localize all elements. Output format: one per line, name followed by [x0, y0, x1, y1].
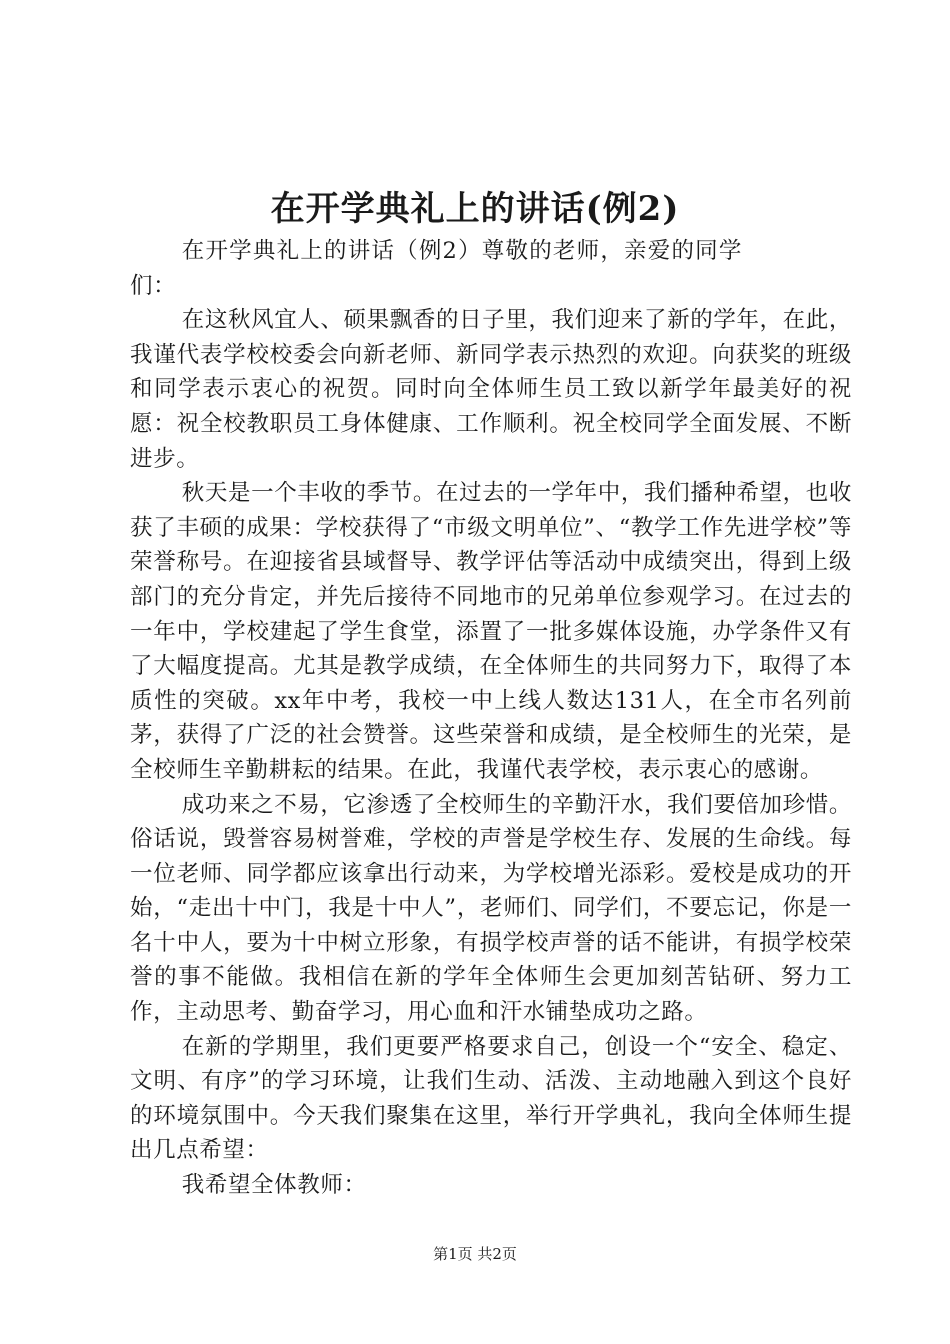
page-number-footer: 第1页 共2页 [433, 1245, 517, 1263]
paragraph-welcome: 在这秋风宜人、硕果飘香的日子里，我们迎来了新的学年，在此，我谨代表学校校委会向新老师、新同学表示热烈的欢迎。向获奖的班级和同学表示衷心的祝贺。同时向全体师生员工致以新学年最美好的祝愿：祝全校教职员工身体健康、工作顺利。祝全校同学全面发展、不断进步。 [130, 307, 852, 472]
document-title: 在开学典礼上的讲话(例2) [270, 189, 680, 229]
paragraph-achievements: 秋天是一个丰收的季节。在过去的一学年中，我们播种希望，也收获了丰硕的成果：学校获得了“市级文明单位”、“教学工作先进学校”等荣誉称号。在迎接省县域督导、教学评估等活动中成绩突出，得到上级部门的充分肯定，并先后接待不同地市的兄弟单位参观学习。在过去的一年中，学校建起了学生食堂，添置了一批多媒体设施，办学条件又有了大幅度提高。尤其是教学成绩，在全体师生的共同努力下，取得了本质性的突破。xx年中考，我校一中上线人数达131人，在全市名列前茅，获得了广泛的社会赞誉。这些荣誉和成绩，是全校师生的光荣，是全校师生辛勤耕耘的结果。在此，我谨代表学校，表示衷心的感谢。 [130, 480, 852, 783]
paragraph-teacher-hopes: 我希望全体教师： [181, 1172, 367, 1199]
document-body [130, 234, 852, 1203]
paragraph-reputation: 成功来之不易，它渗透了全校师生的辛勤汗水，我们要倍加珍惜。俗话说，毁誉容易树誉难，学校的声誉是学校生存、发展的生命线。每一位老师、同学都应该拿出行动来，为学校增光添彩。爱校是成功的开始，“走出十中门，我是十中人”，老师们、同学们，不要忘记，你是一名十中人，要为十中树立形象，有损学校声誉的话不能讲，有损学校荣誉的事不能做。我相信在新的学年全体师生会更加刻苦钻研、努力工作，主动思考、勤奋学习，用心血和汗水铺垫成功之路。 [130, 791, 852, 1026]
paragraph-new-semester: 在新的学期里，我们更要严格要求自己，创设一个“安全、稳定、文明、有序”的学习环境，让我们生动、活泼、主动地融入到这个良好的环境氛围中。今天我们聚集在这里，举行开学典礼，我向全体师生提出几点希望： [130, 1033, 852, 1164]
paragraph-opening: 在开学典礼上的讲话（例2）尊敬的老师，亲爱的同学们： [130, 238, 742, 299]
